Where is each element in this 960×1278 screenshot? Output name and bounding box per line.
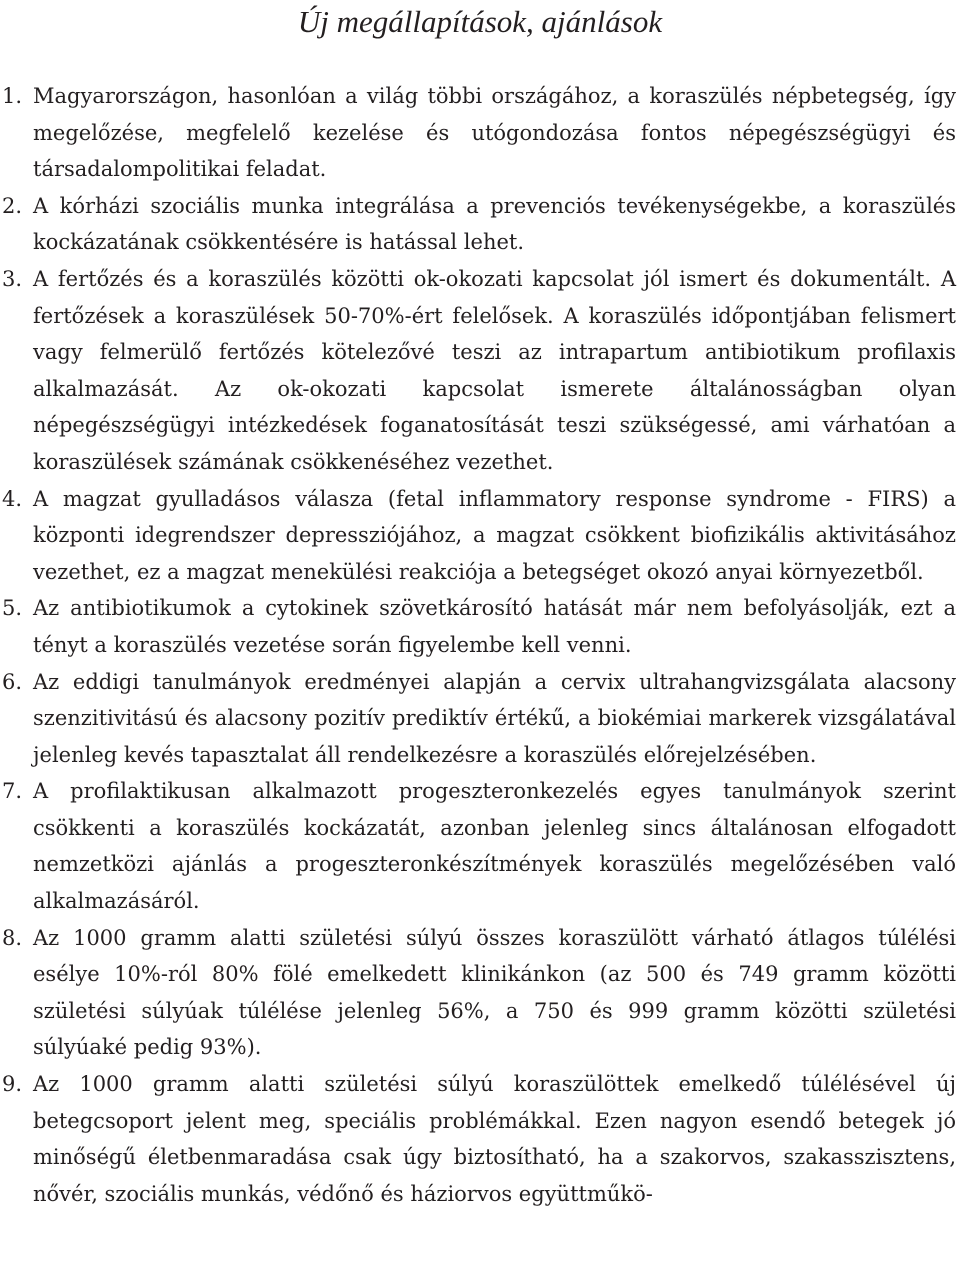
item-text: A magzat gyulladásos válasza (fetal inflammatory response syndrome - FIRS) a központi idegrendszer depressziójához, a magzat csökkent biofizikális aktivitásához vezethet, ez a magzat menekülési reakciója a betegséget okozó anyai környezetből. <box>33 486 956 584</box>
item-number: 8. <box>2 925 23 950</box>
item-number: 9. <box>2 1072 23 1097</box>
list-item <box>0 481 956 591</box>
recommendations-list <box>0 78 956 1212</box>
list-item <box>0 920 956 1066</box>
item-text: A kórházi szociális munka integrálása a prevenciós tevékenységekbe, a koraszülés kockázatának csökkentésére is hatással lehet. <box>33 193 956 255</box>
item-text: Az antibiotikumok a cytokinek szövetkárosító hatását már nem befolyásolják, ezt a tényt a koraszülés vezetése során figyelembe kell venni. <box>33 596 956 657</box>
page-title: Új megállapítások, ajánlások <box>297 4 663 39</box>
list-item <box>0 261 956 481</box>
item-number: 5. <box>2 596 23 621</box>
item-number: 3. <box>2 266 23 291</box>
item-number: 7. <box>2 779 23 804</box>
item-number: 4. <box>2 486 23 511</box>
item-text: Az 1000 gramm alatti születési súlyú koraszülöttek emelkedő túlélésével új betegcsoport jelent meg, speciális problémákkal. Ezen nagyon esendő betegek jó minőségű életbenmaradása csak úgy biztosítható, ha a szakorvos, szakasszisztens, nővér, szociális munkás, védőnő és háziorvos együttműkö- <box>33 1072 956 1206</box>
list-item <box>0 78 956 188</box>
list-item <box>0 590 956 663</box>
item-text: A profilaktikusan alkalmazott progeszteronkezelés egyes tanulmányok szerint csökkenti a koraszülés kockázatát, azonban jelenleg sincs általánosan elfogadott nemzetközi ajánlás a progeszteronkészítmények koraszülés megelőzésében való alkalmazásáról. <box>33 779 956 914</box>
list-item <box>0 773 956 919</box>
list-item <box>0 1066 956 1212</box>
item-number: 6. <box>2 669 23 694</box>
list-item <box>0 664 956 774</box>
item-text: Az 1000 gramm alatti születési súlyú összes koraszülött várható átlagos túlélési esélye 10%-ról 80% fölé emelkedett klinikánkon (az 500 és 749 gramm közötti születési súlyúak túlélése jelenleg 56%, a 750 és 999 gramm közötti születési súlyúaké pedig 93%). <box>33 925 956 1060</box>
item-text: A fertőzés és a koraszülés közötti ok-okozati kapcsolat jól ismert és dokumentált. A fertőzések a koraszülések 50-70%-ért felelősek. A koraszülés időpontjában felismert vagy felmerülő fertőzés kötelezővé teszi az intrapartum antibiotikum profilaxis alkalmazását. Az ok-okozati kapcsolat ismerete általánosságban olyan népegészségügyi intézkedések foganatosítását teszi szükségessé, ami várhatóan a koraszülések számának csökkenéséhez vezethet. <box>33 266 956 474</box>
item-text: Az eddigi tanulmányok eredményei alapján a cervix ultrahangvizsgálata alacsony szenzitivitású és alacsony pozitív prediktív értékű, a biokémiai markerek vizsgálatával jelenleg kevés tapasztalat áll rendelkezésre a koraszülés előrejelzésében. <box>33 669 956 767</box>
list-item <box>0 188 956 261</box>
item-number: 2. <box>2 193 23 218</box>
item-number: 1. <box>2 84 23 108</box>
item-text: Magyarországon, hasonlóan a világ többi országához, a koraszülés népbetegség, így megelőzése, megfelelő kezelése és utógondozása fontos népegészségügyi és társadalompolitikai feladat. <box>33 84 956 182</box>
